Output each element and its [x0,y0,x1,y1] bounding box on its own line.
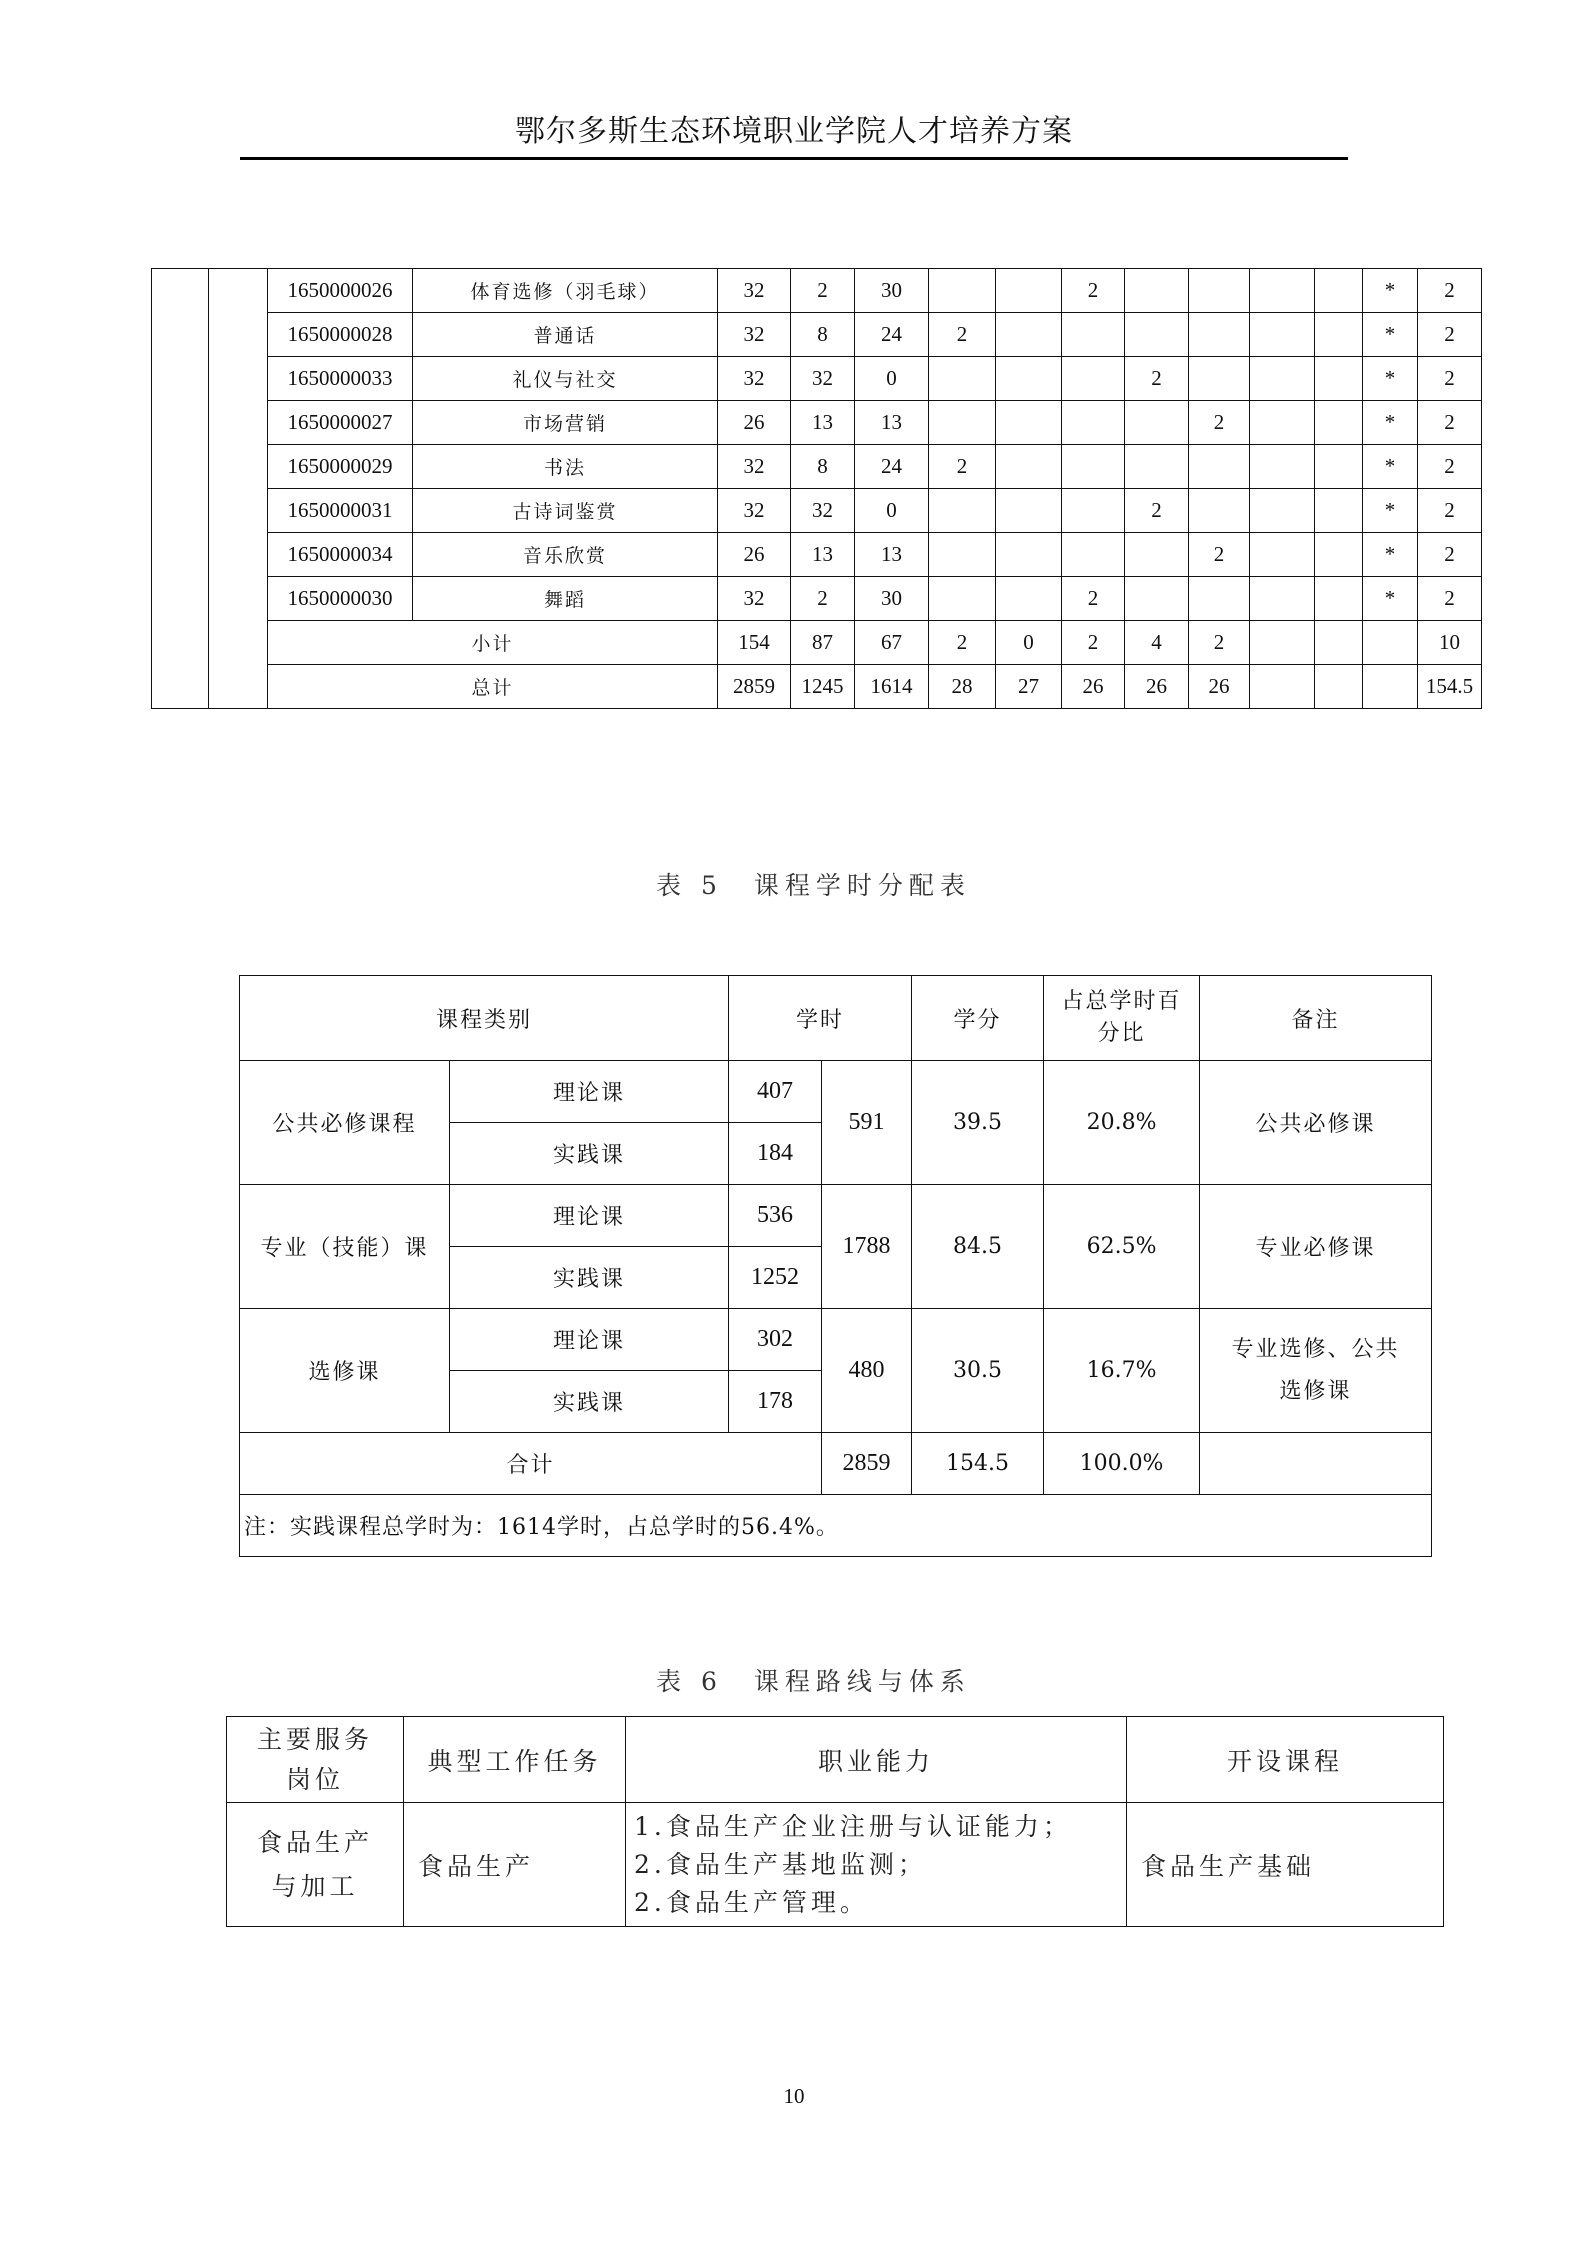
total-hours: 32 [718,577,791,621]
course-name: 体育选修（羽毛球） [413,269,718,313]
type-cell: 实践课 [450,1123,729,1185]
semester-hours: 2 [929,621,996,665]
theory-hours: 1245 [791,665,855,709]
semester-hours [1189,489,1250,533]
semester-hours: 2 [1062,577,1125,621]
semester-hours [929,357,996,401]
table-row [240,1185,1432,1247]
table-row [152,269,1482,313]
remarks-cell: 专业必修课 [1200,1185,1432,1309]
semester-hours: 26 [1125,665,1189,709]
semester-hours [1189,269,1250,313]
theory-hours: 2 [791,269,855,313]
total-percent: 100.0% [1044,1433,1200,1495]
total-hours: 32 [718,357,791,401]
semester-hours [1062,357,1125,401]
theory-hours: 8 [791,445,855,489]
course-name: 市场营销 [413,401,718,445]
semester-hours [1125,313,1189,357]
hours-total-cell: 591 [822,1061,912,1185]
course-code: 1650000030 [268,577,413,621]
course-code: 1650000026 [268,269,413,313]
practice-hours: 24 [855,313,929,357]
semester-hours [1189,445,1250,489]
total-hours: 2859 [822,1433,912,1495]
semester-hours [929,577,996,621]
semester-hours [996,313,1062,357]
course-name: 礼仪与社交 [413,357,718,401]
total-hours: 32 [718,269,791,313]
semester-hours: 2 [929,445,996,489]
semester-hours: 2 [1125,489,1189,533]
semester-hours [1315,533,1363,577]
exam-mark: * [1363,401,1418,445]
course-code: 1650000031 [268,489,413,533]
practice-hours: 13 [855,533,929,577]
credit: 2 [1418,489,1482,533]
course-code: 1650000028 [268,313,413,357]
credit: 154.5 [1418,665,1482,709]
header-task: 典型工作任务 [404,1717,626,1803]
subcategory-cell [209,269,268,709]
semester-hours [996,445,1062,489]
table-row [152,313,1482,357]
hours-cell: 302 [729,1309,822,1371]
semester-hours: 26 [1189,665,1250,709]
header-ability: 职业能力 [626,1717,1127,1803]
note-row [240,1495,1432,1557]
semester-hours [1315,313,1363,357]
semester-hours [1315,401,1363,445]
semester-hours [1189,313,1250,357]
semester-hours [996,401,1062,445]
course-name: 舞蹈 [413,577,718,621]
semester-hours [1250,445,1315,489]
credit: 2 [1418,269,1482,313]
course-name: 书法 [413,445,718,489]
hours-cell: 1252 [729,1247,822,1309]
semester-hours [1250,401,1315,445]
semester-hours [1315,621,1363,665]
total-hours: 2859 [718,665,791,709]
semester-hours [1125,401,1189,445]
semester-hours: 2 [1125,357,1189,401]
total-hours: 154 [718,621,791,665]
course-name: 普通话 [413,313,718,357]
exam-mark: * [1363,533,1418,577]
semester-hours [929,489,996,533]
practice-hours: 30 [855,577,929,621]
practice-hours: 1614 [855,665,929,709]
remarks-cell: 专业选修、公共选修课 [1200,1309,1432,1433]
credit: 2 [1418,577,1482,621]
hours-cell: 184 [729,1123,822,1185]
semester-hours [1315,489,1363,533]
exam-mark [1363,665,1418,709]
semester-hours [929,401,996,445]
semester-hours [1062,533,1125,577]
semester-hours [996,269,1062,313]
category-cell: 专业（技能）课 [240,1185,450,1309]
abilities-cell [626,1803,1127,1927]
grand-total-row [152,665,1482,709]
semester-hours [929,269,996,313]
credit: 2 [1418,357,1482,401]
header-remarks: 备注 [1200,976,1432,1061]
hours-cell: 407 [729,1061,822,1123]
practice-hours: 0 [855,357,929,401]
type-cell: 理论课 [450,1061,729,1123]
semester-hours [929,533,996,577]
semester-hours [996,533,1062,577]
subtotal-row [152,621,1482,665]
theory-hours: 8 [791,313,855,357]
table-row [152,401,1482,445]
table-row [227,1803,1444,1927]
course-code: 1650000027 [268,401,413,445]
table-row [152,533,1482,577]
table-row [152,445,1482,489]
course-route-table [226,1716,1444,1927]
semester-hours [1315,665,1363,709]
practice-hours: 0 [855,489,929,533]
ability-item: 1.食品生产企业注册与认证能力； [634,1811,1072,1841]
credit: 10 [1418,621,1482,665]
table5-header-row [240,976,1432,1061]
header-post: 主要服务岗位 [227,1717,404,1803]
semester-hours [1189,577,1250,621]
table6-header-row [227,1717,1444,1803]
running-header: 鄂尔多斯生态环境职业学院人才培养方案 [515,114,1073,149]
semester-hours: 2 [1189,533,1250,577]
semester-hours [1125,269,1189,313]
subtotal-label: 小计 [268,621,718,665]
semester-hours [1250,577,1315,621]
semester-hours [1189,357,1250,401]
table-row [152,357,1482,401]
practice-hours: 13 [855,401,929,445]
total-hours: 32 [718,445,791,489]
exam-mark: * [1363,445,1418,489]
hours-allocation-table [239,975,1432,1557]
semester-hours [1250,489,1315,533]
semester-hours [1250,621,1315,665]
table-row [240,1061,1432,1123]
semester-hours [1250,533,1315,577]
exam-mark: * [1363,357,1418,401]
header-course: 开设课程 [1127,1717,1444,1803]
semester-hours [1125,445,1189,489]
type-cell: 实践课 [450,1371,729,1433]
semester-hours [1250,269,1315,313]
semester-hours [1062,401,1125,445]
category-cell: 选修课 [240,1309,450,1433]
theory-hours: 2 [791,577,855,621]
table-row [240,1309,1432,1371]
exam-mark: * [1363,313,1418,357]
semester-hours: 0 [996,621,1062,665]
semester-hours: 2 [1189,401,1250,445]
semester-hours [1250,313,1315,357]
semester-hours [1125,533,1189,577]
total-row [240,1433,1432,1495]
exam-mark: * [1363,489,1418,533]
course-name: 音乐欣赏 [413,533,718,577]
credit: 2 [1418,313,1482,357]
hours-total-cell: 480 [822,1309,912,1433]
header-rule [240,157,1348,160]
exam-mark: * [1363,269,1418,313]
header-category: 课程类别 [240,976,729,1061]
semester-hours [1062,489,1125,533]
semester-hours [1315,269,1363,313]
semester-hours [1315,577,1363,621]
total-credits: 154.5 [912,1433,1044,1495]
credit: 2 [1418,401,1482,445]
semester-hours [1315,445,1363,489]
total-hours: 32 [718,313,791,357]
course-code: 1650000034 [268,533,413,577]
semester-hours: 2 [1062,621,1125,665]
header-credits: 学分 [912,976,1044,1061]
theory-hours: 13 [791,533,855,577]
hours-total-cell: 1788 [822,1185,912,1309]
course-cell: 食品生产基础 [1127,1803,1444,1927]
credit: 2 [1418,445,1482,489]
total-hours: 26 [718,533,791,577]
total-remarks [1200,1433,1432,1495]
theory-hours: 87 [791,621,855,665]
remarks-cell: 公共必修课 [1200,1061,1432,1185]
semester-hours [1250,665,1315,709]
semester-hours: 2 [1189,621,1250,665]
table5-note: 注：实践课程总学时为：1614学时，占总学时的56.4%。 [240,1495,1432,1557]
semester-hours [996,577,1062,621]
practice-hours: 30 [855,269,929,313]
semester-hours [996,489,1062,533]
practice-hours: 67 [855,621,929,665]
semester-hours [1315,357,1363,401]
semester-hours [996,357,1062,401]
type-cell: 理论课 [450,1185,729,1247]
table-row [152,489,1482,533]
semester-hours [1062,445,1125,489]
credits-cell: 39.5 [912,1061,1044,1185]
semester-hours: 2 [1062,269,1125,313]
total-hours: 26 [718,401,791,445]
course-code: 1650000033 [268,357,413,401]
theory-hours: 32 [791,357,855,401]
semester-hours [1250,357,1315,401]
percent-cell: 16.7% [1044,1309,1200,1433]
theory-hours: 13 [791,401,855,445]
hours-cell: 178 [729,1371,822,1433]
header-hours: 学时 [729,976,912,1061]
exam-mark [1363,621,1418,665]
semester-hours: 2 [929,313,996,357]
category-cell: 公共必修课程 [240,1061,450,1185]
header-percent: 占总学时百分比 [1044,976,1200,1061]
course-schedule-table [151,268,1482,709]
table-row [152,577,1482,621]
percent-cell: 62.5% [1044,1185,1200,1309]
post-cell: 食品生产与加工 [227,1803,404,1927]
percent-cell: 20.8% [1044,1061,1200,1185]
semester-hours: 27 [996,665,1062,709]
course-code: 1650000029 [268,445,413,489]
practice-hours: 24 [855,445,929,489]
exam-mark: * [1363,577,1418,621]
task-cell: 食品生产 [404,1803,626,1927]
credit: 2 [1418,533,1482,577]
theory-hours: 32 [791,489,855,533]
ability-item: 2.食品生产管理。 [634,1887,869,1917]
semester-hours [1062,313,1125,357]
semester-hours [1125,577,1189,621]
semester-hours: 26 [1062,665,1125,709]
table5-caption: 表 5 课程学时分配表 [656,871,971,900]
credits-cell: 30.5 [912,1309,1044,1433]
page-number: 10 [783,2084,805,2108]
type-cell: 实践课 [450,1247,729,1309]
table6-caption: 表 6 课程路线与体系 [656,1667,971,1696]
semester-hours: 4 [1125,621,1189,665]
grand_total-label: 总计 [268,665,718,709]
total-hours: 32 [718,489,791,533]
type-cell: 理论课 [450,1309,729,1371]
semester-hours: 28 [929,665,996,709]
course-name: 古诗词鉴赏 [413,489,718,533]
ability-item: 2.食品生产基地监测； [634,1849,927,1879]
credits-cell: 84.5 [912,1185,1044,1309]
category-cell [152,269,209,709]
total-label: 合计 [240,1433,822,1495]
hours-cell: 536 [729,1185,822,1247]
